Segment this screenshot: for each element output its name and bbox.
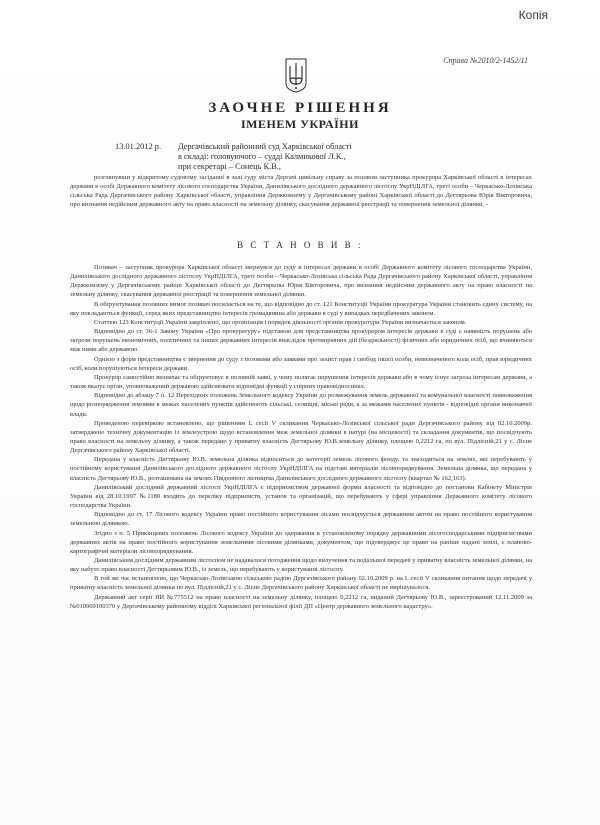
paragraph: Передана у власність Дегтярьову Ю.В. земельна ділянка відноситься до категорії земель лісового фонду, та знаходиться на землях, які перебувають у постійному користуванні Данилівського дослідного державного лісгоспу УкрНДІЛГА на підставі матеріалів лісовпорядкування. Земельна ділянка, що передана у власність Дегтярьову Ю.В., розташована на землях Південного лісництва Данилівського дослідного державного лісгоспу (квартал № 162,163). bbox=[70, 456, 532, 482]
paragraph: В обґрунтування позовних вимог позивач посилається на те, що відповідно до ст. 121 Конституції України прокуратура України становить єдину систему, на яку покладаються функції, серед яких представництво інтересів громадянина або держави в суді у випадках передбачених законом. bbox=[70, 300, 532, 317]
document-title: ЗАОЧНЕ РІШЕННЯ bbox=[208, 100, 392, 116]
paragraph: Позивач – заступник прокурора Харківської області звернувся до суду в інтересах держави в особі Державного комітету лісового господарства України, Данилівського дослідного державного лісгоспу УкрНДІЛГА, треті особи – Черкасько-Лозівська сільська Рада Дергачівського району Харківської області, управління Держкомзему у Дергачівському районі Харківської області до Дегтярьова Юрія Вікторовича, про визнання недійсним державного акту на право власності на земельну ділянку, скасування державної реєстрації та повернення земельної ділянки. bbox=[70, 264, 532, 299]
paragraph: В той же час встановлено, що Черкасько-Лозівською сільською радою Дергачівського району 02.10.2009 р. на L сесії V скликання питання щодо передачі у приватну власність земельної ділянки по вул. Підлісній,21 у с. Лісне Дергачівського району Харківської області не вирішувалося. bbox=[70, 575, 532, 592]
court-name: Дергачівський районний суд Харківської області bbox=[178, 142, 352, 151]
decision-date: 13.01.2012 р. bbox=[115, 142, 162, 151]
paragraph: Прокурор самостійно визначає та обґрунтовує в позовній заяві, у чому полягає порушення інтересів держави або в чому існує загроза інтересам держави, а також вказує орган, уповноважений державою здійснювати відповідні функції у спірних правовідносинах. bbox=[70, 373, 532, 391]
paragraph: Відповідно до ст. 36-1 Закону України «Про прокуратуру» підставою для представництва прокурором інтересів держави в суді є наявність порушень або загрози порушень економічних, політичних та інших державних інтересів внаслідок протиправних дій (бездіяльності) фізичних або юридичних осіб, що вчиняються між ними або державою. bbox=[70, 328, 532, 354]
paragraph: Данилівським дослідним державним лісгоспом не надавалося погодження щодо вилучення та подальшої передачі у приватну власність земельної ділянки, на яку набуто право власності Дегтярьовим Ю.В., із земель, що перебувають у користуванні лісгоспу. bbox=[70, 557, 532, 574]
paragraph: Державний акт серії ЯИ №775512 на право власності на земельну ділянку, площею 0,2212 га, виданий Дегтярьову Ю.В., зареєстрований 12.11.2009 за №010969100370 у Дергачівському районному відділі Харківської регіональної філії ДП «Центр державного земельного кадастру». bbox=[70, 593, 532, 610]
paragraph: Відповідно до абзацу 7 п. 12 Перехідних положень Земельного кодексу України до розмежування земель державної та комунальної власності повноваження щодо розпорядження землями в межах населених пунктів здійснюють сільські, селищні, міські ради, а за межами населених пунктів - відповідні органи виконавчої влади. bbox=[70, 392, 532, 418]
case-number: Справа №2010/2-1452/11 bbox=[443, 56, 528, 65]
body-text bbox=[70, 263, 532, 611]
paragraph: Проведеною перевіркою встановлено, що рішенням L сесії V скликання Черкасько-Лозівської сільської ради Дергачівського району від 02.10.2009р. затверджено технічну документацію із землеустрою щодо встановлення меж земельної ділянки в натурі (на місцевості) та складання документів, що посвідчують право власності на земельну ділянку, а також передано у приватну власність Дегтярьову Ю.В.земельну ділянку, площею 0,2212 га, по вул. Підлісній,21 у с. Лісне Дергачівського району Харківської області. bbox=[70, 419, 532, 455]
court-composition bbox=[178, 142, 352, 172]
paragraph: Однією з форм представництва є звернення до суду з позовами або заявами про захист прав і свобод іншої особи, невизначеного кола осіб, прав юридичних осіб, коли порушуються інтереси держави. bbox=[70, 355, 532, 372]
paragraph: Згідно з п. 5 Прикінцевих положень Лісового кодексу України до одержання в установленому порядку державними лісогосподарськими підприємствами державних актів на право постійного користування земельними лісовими ділянками, документом, що підтверджує це право на раніше надані землі, є планово-картографічні матеріали лісовпорядкування. bbox=[70, 529, 532, 555]
court-secretary: при секретарі – Сонець К.В., bbox=[178, 162, 281, 171]
court-judge: в складі: головуючого – судді Калмикової Л.К., bbox=[178, 152, 346, 161]
paragraph: Відповідно до ст. 17 Лісового кодексу України право постійного користування лісами посвідчується державним актом на право постійного користування земельною ділянкою. bbox=[70, 511, 532, 528]
copy-stamp: Копія bbox=[518, 8, 548, 22]
paragraph: Статтею 123 Конституції України закріплено, що організація і порядок діяльності органів прокуратури України визначається законом. bbox=[94, 318, 467, 326]
paragraph: Данилівський дослідний державний лісгосп УкрНДІЛГА є підприємством державної форми власності та відповідно до постанови Кабінету Міністрів України від 28.10.1997 №1180 входить до переліку підприємств, установ та організацій, що перебувають у сфері управління Державного комітету лісового господарства України. bbox=[70, 483, 532, 510]
document-subtitle: ІМЕНЕМ УКРАЇНИ bbox=[241, 117, 359, 131]
trident-emblem-icon bbox=[284, 57, 308, 93]
established-heading: В С Т А Н О В И В : bbox=[237, 240, 363, 250]
intro-paragraph: розглянувши у відкритому судовому засіданні в залі суду міста Дергачі цивільну справу за позовом заступника прокурора Харківської області в інтересах держави в особі Державного комітету лісового господарства України, Данилівського дослідного державного лісгоспу УкрНДІЛГА, треті особи – Черкасько-Лозівська сільська Рада Дергачівського району Харківської області, управління Держкомзему у Дергачівському районі Харківської області до Дегтярьова Юрія Вікторовича, про визнання недійсним державного акту на право власності на земельну ділянку, скасування державної реєстрації та повернення земельної ділянки, - bbox=[70, 174, 532, 209]
